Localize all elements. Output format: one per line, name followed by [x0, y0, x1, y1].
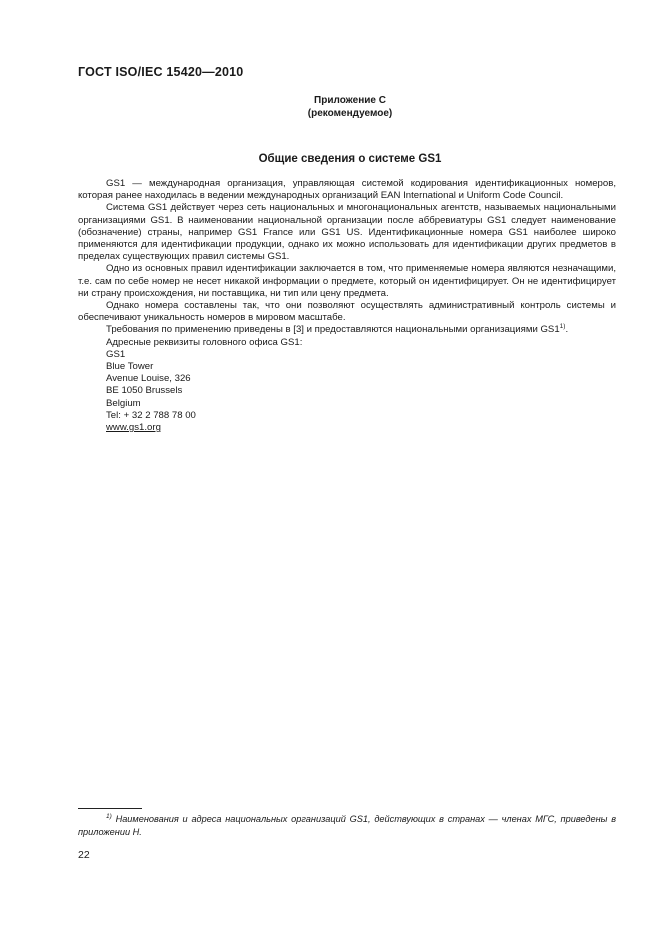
address-building: Blue Tower	[106, 361, 154, 373]
requirements-paragraph	[78, 324, 616, 336]
body-text	[78, 178, 616, 434]
paragraph: Система GS1 действует через сеть национальных и многонациональных агентств, называемых национальными организациями GS1. В наименовании национальной организации после аббревиатуры GS1 следует наименование (обозначение) страны, например GS1 France или GS1 US. Идентификационные номера GS1 наиболее широко применяются для идентификации продукции, однако их можно использовать для идентификации других предметов в пределах существующих правил системы GS1.	[78, 202, 616, 263]
section-title: Общие сведения о системе GS1	[258, 153, 442, 165]
annex-title: Приложение С	[314, 95, 386, 106]
footnote-reference[interactable]: 1)	[559, 323, 566, 331]
address-name: GS1	[106, 348, 126, 360]
footnote-text: Наименования и адреса национальных организаций GS1, действующих в странах — членах МГС, приведены в приложении Н.	[78, 814, 616, 837]
footnote-divider	[78, 808, 142, 809]
address-country: Belgium	[106, 397, 141, 409]
requirements-end: .	[565, 324, 569, 336]
requirements-text: Требования по применению приведены в [3] и предоставляются национальными организациями GS1	[106, 324, 560, 336]
paragraph: GS1 — международная организация, управляющая системой кодирования идентификационных номеров, которая ранее находилась в ведении международных организаций EAN International и Uniform Code Council.	[78, 178, 616, 202]
footnote-marker: 1)	[106, 813, 112, 820]
footnote	[78, 813, 616, 839]
standard-header: ГОСТ ISO/IEC 15420—2010	[78, 65, 244, 79]
address-block	[78, 349, 616, 434]
paragraph: Одно из основных правил идентификации заключается в том, что применяемые номера являются незначащими, т.е. сам по себе номер не несет никакой информации о предмете, который он идентифицирует. Он не идентифицирует ни страну происхождения, ни поставщика, ни тип или цену предмета.	[78, 263, 616, 299]
website-link[interactable]: www.gs1.org	[106, 422, 161, 434]
paragraph: Однако номера составлены так, что они позволяют осуществлять административный контроль системы и обеспечивают уникальность номеров в мировом масштабе.	[78, 300, 616, 324]
address-street: Avenue Louise, 326	[106, 373, 191, 385]
address-city: BE 1050 Brussels	[106, 385, 183, 397]
address-intro: Адресные реквизиты головного офиса GS1:	[106, 336, 303, 348]
address-phone: Tel: + 32 2 788 78 00	[106, 409, 196, 421]
page-number: 22	[78, 849, 90, 861]
annex-kind: (рекомендуемое)	[307, 108, 393, 119]
